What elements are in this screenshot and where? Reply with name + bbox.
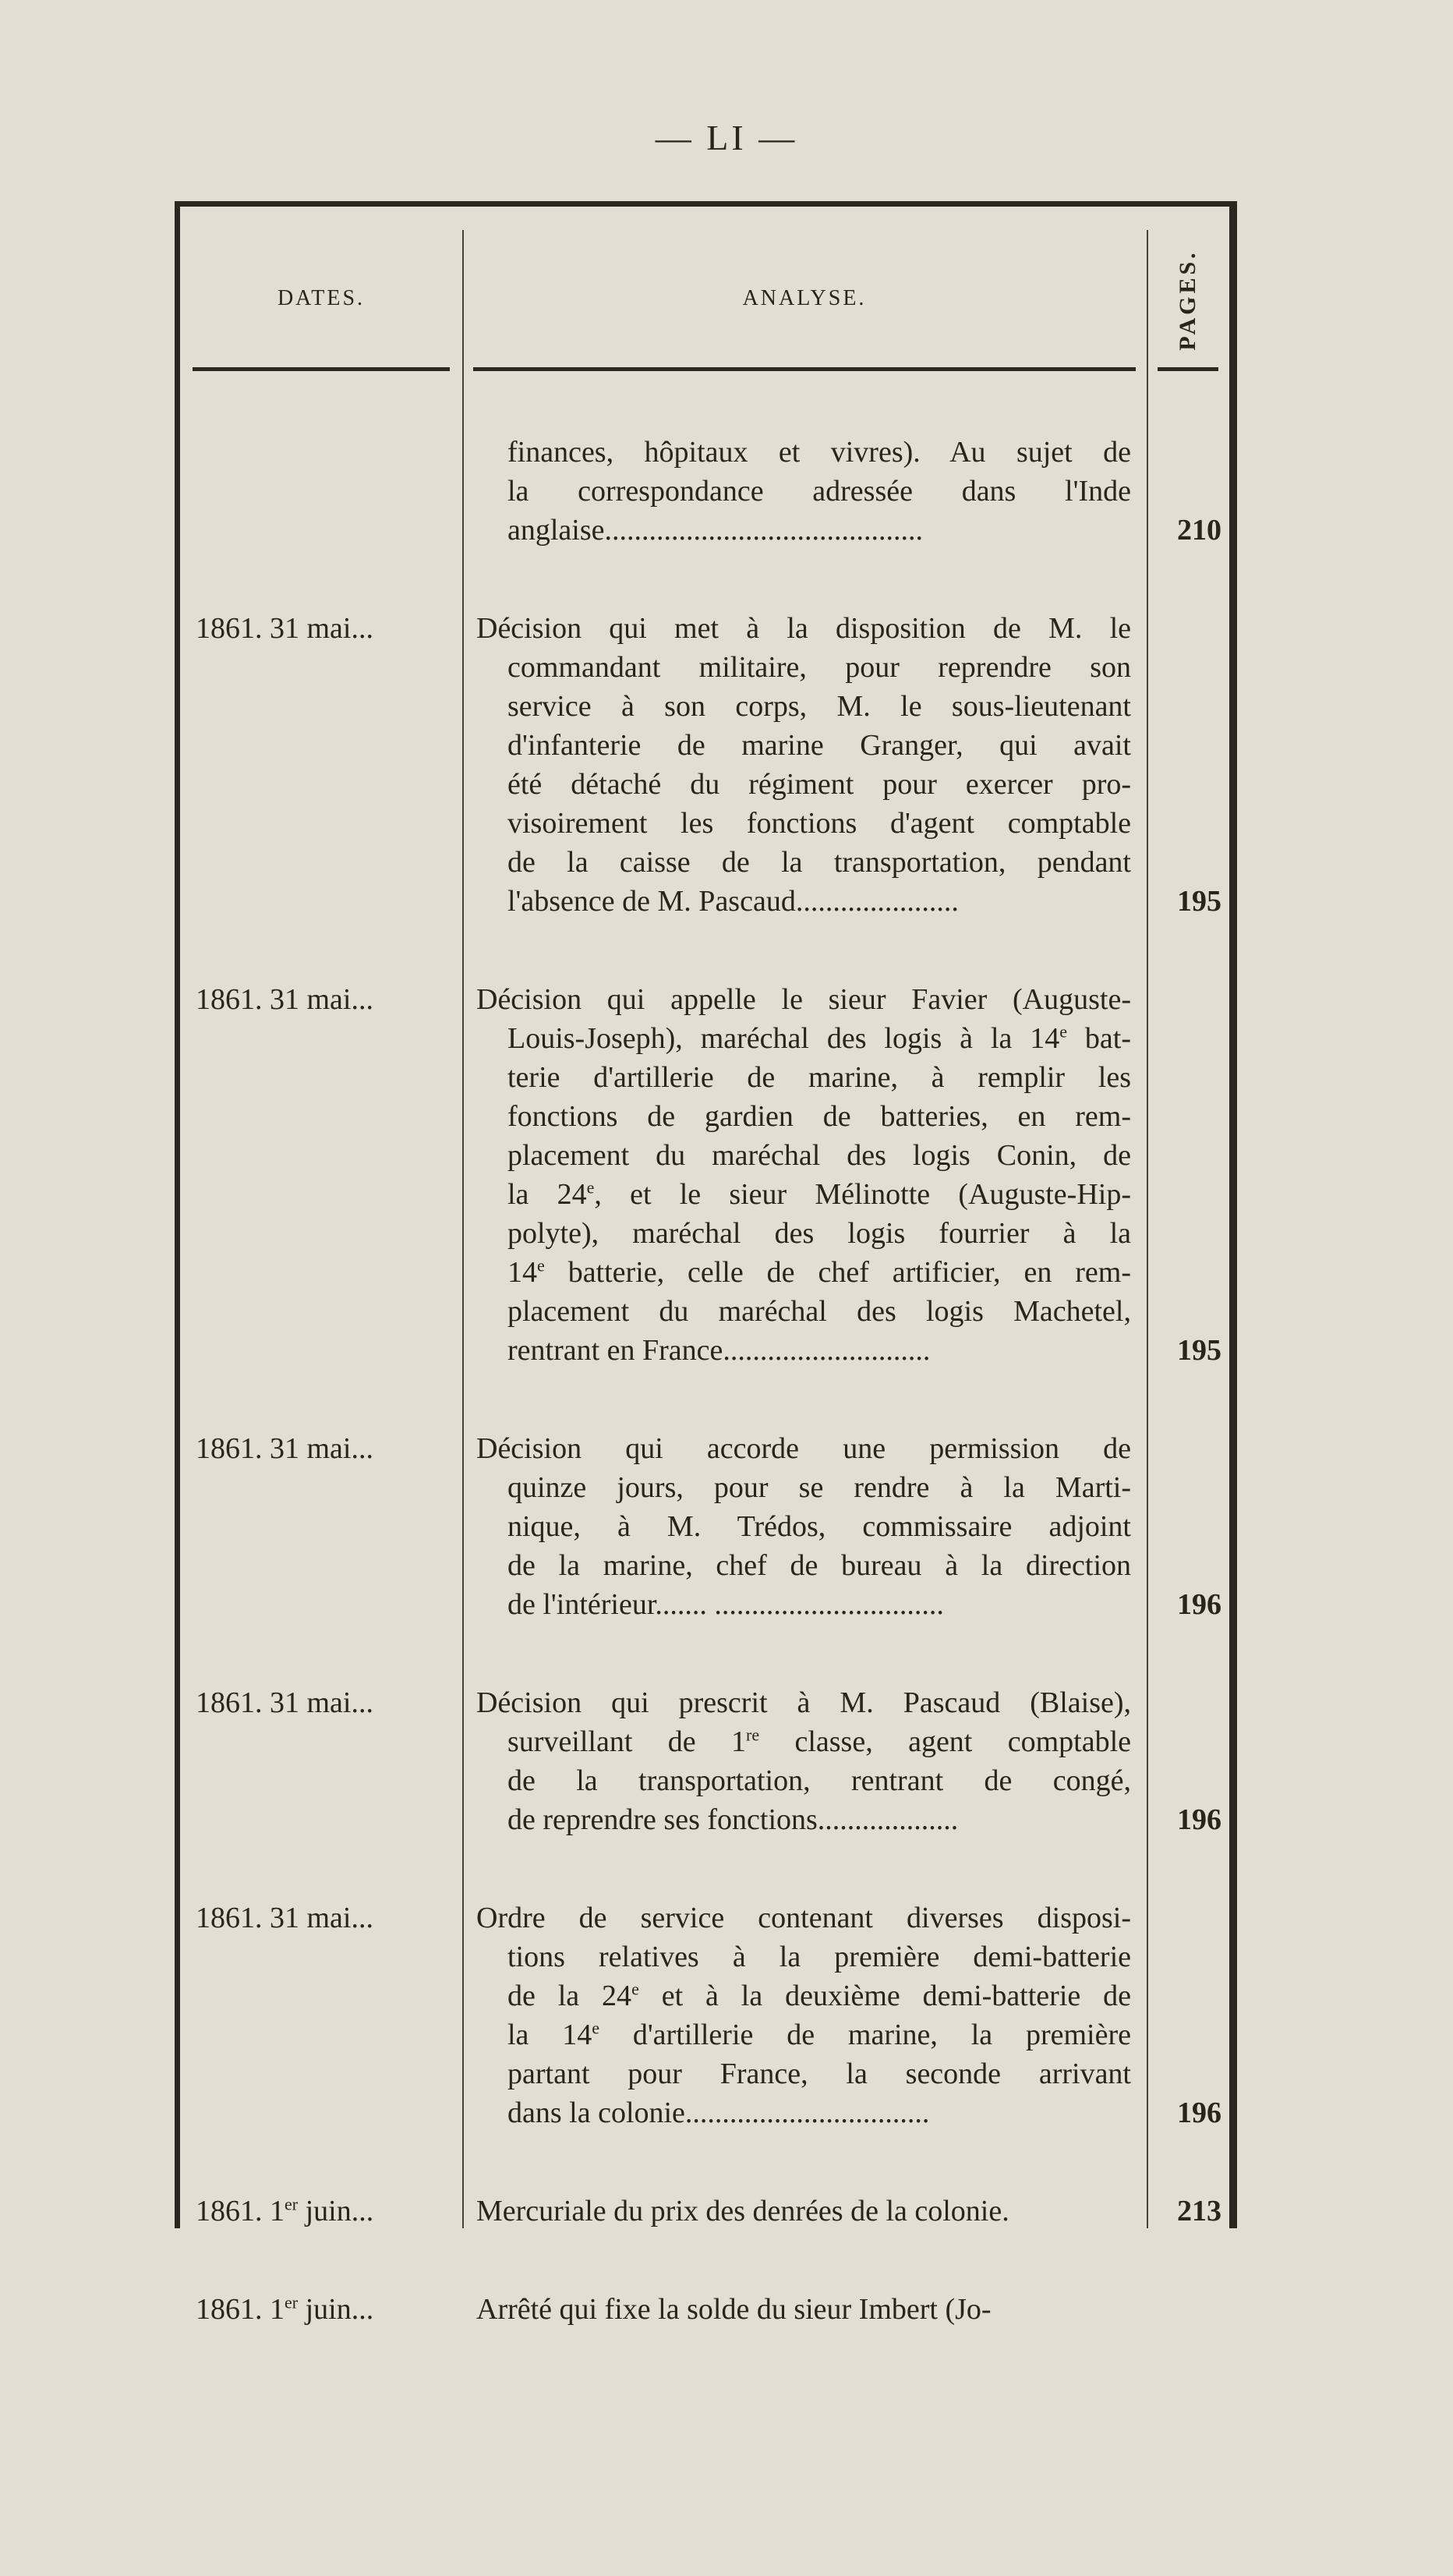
entry-line: placement du maréchal des logis Machetel, (507, 1295, 1131, 1328)
entry-line: de la marine, chef de bureau à la direction (507, 1549, 1131, 1582)
table-row (180, 980, 1229, 1370)
entry-line: de la 24e et à la deuxième demi-batterie de (507, 1979, 1131, 2012)
entry-page: 196 (1177, 1588, 1221, 1621)
page-number: — LI — (655, 118, 798, 157)
entry-line: partant pour France, la seconde arrivant (507, 2058, 1131, 2090)
chronological-table (175, 201, 1237, 2326)
entry-page: 213 (1177, 2195, 1221, 2227)
header-pages (1147, 238, 1229, 363)
entry-line: la correspondance adressée dans l'Inde (507, 475, 1131, 508)
entry-page: 196 (1177, 2097, 1221, 2129)
entry-line: Arrêté qui fixe la solde du sieur Imbert (Jo- (476, 2293, 992, 2326)
entry-line: l'absence de M. Pascaud...................... (507, 885, 959, 918)
entry-line: fonctions de gardien de batteries, en rem- (507, 1100, 1131, 1133)
table-row (180, 433, 1229, 550)
entry-analyse (476, 609, 1131, 921)
entry-line: Louis-Joseph), maréchal des logis à la 14e bat- (507, 1021, 1131, 1055)
entry-line: Décision qui met à la disposition de M. le (476, 612, 1131, 645)
table-row (180, 2290, 1229, 2329)
entry-page: 210 (1177, 514, 1221, 547)
header-rule (473, 367, 1136, 371)
entry-line: la 24e, et le sieur Mélinotte (Auguste-Hip- (507, 1177, 1131, 1211)
header-pages-label: PAGES. (1175, 249, 1200, 351)
entry-line: anglaise........................................... (507, 514, 924, 547)
entry-line: été détaché du régiment pour exercer pro- (507, 768, 1131, 801)
entry-date: 1861. 31 mai... (196, 612, 373, 645)
entry-date: 1861. 31 mai... (196, 1686, 373, 1719)
entry-line: service à son corps, M. le sous-lieutenant (507, 690, 1131, 723)
header-rule (1158, 367, 1218, 371)
entry-date: 1861. 31 mai... (196, 1902, 373, 1934)
header-dates: DATES. (277, 286, 366, 310)
entry-page: 195 (1177, 885, 1221, 918)
table-row (180, 609, 1229, 921)
entry-line: quinze jours, pour se rendre à la Marti- (507, 1471, 1131, 1504)
entry-page: 195 (1177, 1334, 1221, 1367)
entry-line: d'infanterie de marine Granger, qui avait (507, 729, 1131, 762)
header-rule (193, 367, 450, 371)
entry-line: de la transportation, rentrant de congé, (507, 1764, 1131, 1797)
table-row (180, 1898, 1229, 2132)
entry-line: nique, à M. Trédos, commissaire adjoint (507, 1510, 1131, 1543)
entry-line: visoirement les fonctions d'agent comptable (507, 807, 1131, 840)
entry-analyse (476, 2290, 1131, 2329)
table-row (180, 2192, 1229, 2231)
entry-line: de reprendre ses fonctions................... (507, 1803, 959, 1836)
entry-line: 14e batterie, celle de chef artificier, en rem- (507, 1255, 1131, 1289)
entry-analyse (476, 2192, 1131, 2231)
entry-line: Ordre de service contenant diverses disposi- (476, 1902, 1131, 1934)
entry-analyse (476, 1429, 1131, 1624)
entry-line: Décision qui accorde une permission de (476, 1432, 1131, 1465)
entry-analyse (476, 980, 1131, 1370)
entry-line: terie d'artillerie de marine, à remplir les (507, 1061, 1131, 1094)
entry-date: 1861. 31 mai... (196, 983, 373, 1016)
header-analyse: ANALYSE. (742, 286, 867, 310)
entry-line: Décision qui appelle le sieur Favier (Auguste- (476, 983, 1131, 1016)
entry-line: surveillant de 1re classe, agent comptable (507, 1725, 1131, 1758)
entry-line: polyte), maréchal des logis fourrier à la (507, 1217, 1131, 1250)
entry-line: la 14e d'artillerie de marine, la première (507, 2018, 1131, 2051)
entry-line: de l'intérieur....... ............................... (507, 1588, 944, 1621)
entry-analyse (476, 1683, 1131, 1839)
table-row (180, 1429, 1229, 1624)
entry-date: 1861. 1er juin... (196, 2292, 374, 2326)
entry-line: commandant militaire, pour reprendre son (507, 651, 1131, 684)
entry-line: dans la colonie................................. (507, 2097, 930, 2129)
entry-line: tions relatives à la première demi-batterie (507, 1941, 1131, 1973)
entry-line: placement du maréchal des logis Conin, de (507, 1139, 1131, 1172)
entry-date: 1861. 31 mai... (196, 1432, 373, 1465)
entry-line: Mercuriale du prix des denrées de la colonie. (476, 2195, 1009, 2227)
entry-line: finances, hôpitaux et vivres). Au sujet de (507, 436, 1131, 469)
table-row (180, 1683, 1229, 1839)
entry-line: rentrant en France............................ (507, 1334, 931, 1367)
entry-analyse (476, 1898, 1131, 2132)
entry-date: 1861. 1er juin... (196, 2194, 374, 2227)
entry-line: Décision qui prescrit à M. Pascaud (Blaise), (476, 1686, 1131, 1719)
entry-page: 196 (1177, 1803, 1221, 1836)
entry-analyse (476, 433, 1131, 550)
entry-line: de la caisse de la transportation, pendant (507, 846, 1131, 879)
